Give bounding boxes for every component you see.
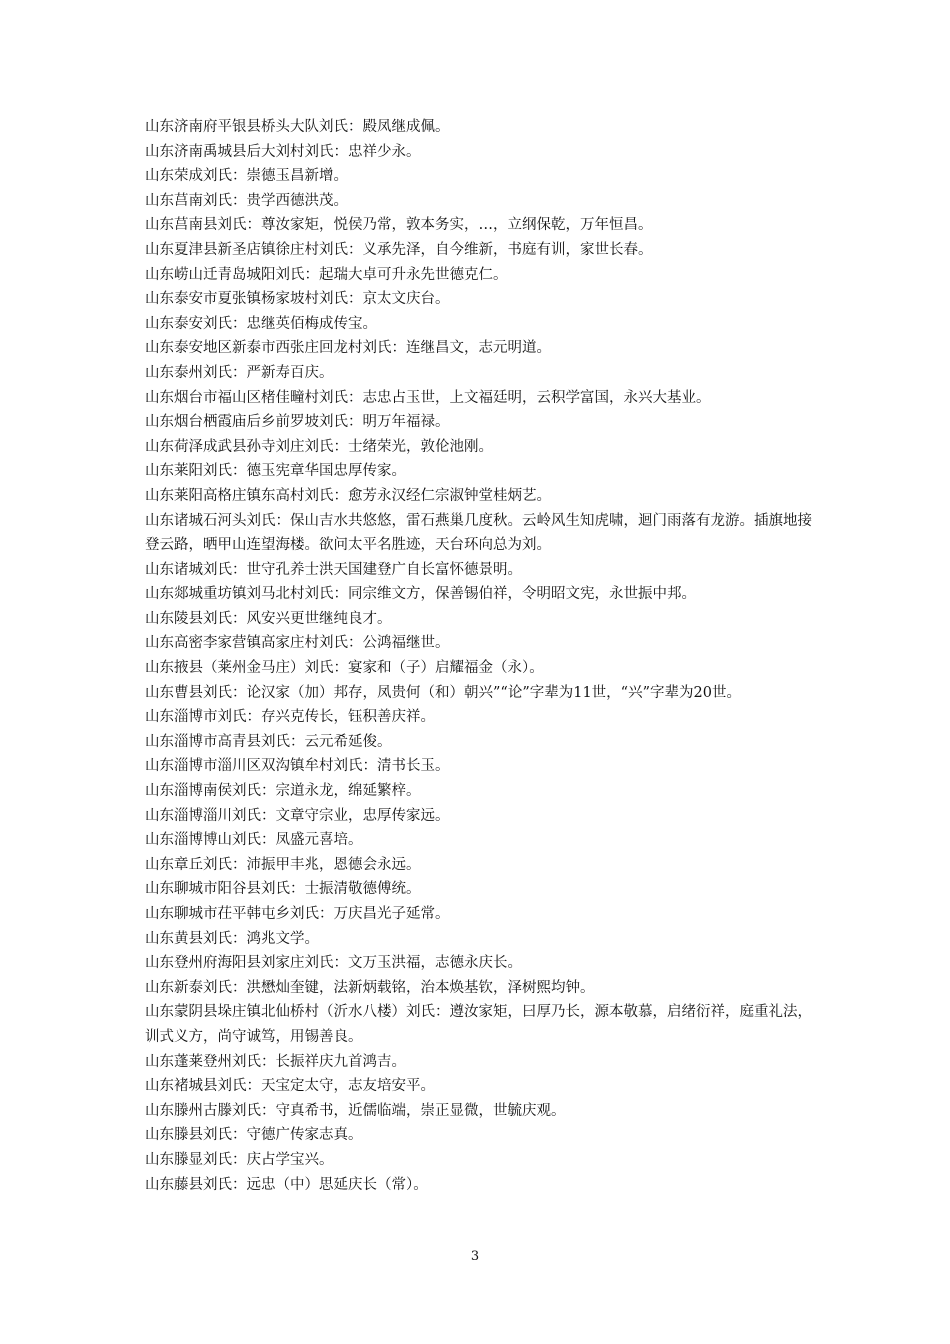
genealogy-entry: 山东荷泽成武县孙寺刘庄刘氏：士绪荣光，敦伦池刚。	[145, 438, 493, 455]
genealogy-entry: 山东淄博博山刘氏：凤盛元喜培。	[145, 832, 363, 849]
genealogy-entry: 山东褚城县刘氏：天宝定太守，志友培安平。	[145, 1078, 435, 1095]
genealogy-entry: 山东莱阳刘氏：德玉宪章华国忠厚传家。	[145, 463, 406, 480]
genealogy-entry: 山东掖县（莱州金马庄）刘氏：宴家和（子）启耀福金（永）。	[145, 660, 544, 677]
genealogy-entry: 山东泰州刘氏：严新寿百庆。	[145, 364, 334, 381]
genealogy-entry: 山东淄博市刘氏：存兴克传长，钰积善庆祥。	[145, 709, 435, 726]
genealogy-entry: 山东夏津县新圣店镇徐庄村刘氏：义承先泽，自今维新，书庭有训，家世长春。	[145, 241, 653, 258]
genealogy-entry: 山东淄博南侯刘氏：宗道永龙，绵延繁梓。	[145, 783, 421, 800]
genealogy-entry: 山东聊城市阳谷县刘氏：士振清敬德傅统。	[145, 881, 421, 898]
genealogy-entry: 山东烟台市福山区楮佳疃村刘氏：志忠占玉世，上文福廷明，云积学富国，永兴大基业。	[145, 389, 711, 406]
genealogy-entry: 山东陵县刘氏：风安兴更世继纯良才。	[145, 610, 392, 627]
genealogy-entry: 山东荣成刘氏：崇德玉昌新增。	[145, 168, 348, 185]
genealogy-entry: 山东章丘刘氏：沛振甲丰兆，恩德会永远。	[145, 856, 421, 873]
genealogy-entry: 山东蓬莱登州刘氏：长振祥庆九首鸿吉。	[145, 1053, 406, 1070]
genealogy-entry: 山东淄博市淄川区双沟镇牟村刘氏：清书长玉。	[145, 758, 450, 775]
genealogy-entry: 山东蒙阴县垛庄镇北仙桥村（沂水八楼）刘氏：遵汝家矩，曰厚乃长，源本敬慕，启绪衍祥，庭重礼法，训式义方，尚守诚笃，用锡善良。	[145, 1004, 812, 1045]
genealogy-entry: 山东登州府海阳县刘家庄刘氏：文万玉洪福，志德永庆长。	[145, 955, 522, 972]
genealogy-entry: 山东诸城刘氏：世守孔养士洪天国建登广自长富怀德景明。	[145, 561, 522, 578]
genealogy-entry: 山东滕显刘氏：庆占学宝兴。	[145, 1151, 334, 1168]
genealogy-entry: 山东黄县刘氏：鸿兆文学。	[145, 930, 319, 947]
genealogy-entry: 山东聊城市茌平韩屯乡刘氏：万庆昌光子延常。	[145, 906, 450, 922]
genealogy-entry: 山东烟台栖霞庙后乡前罗坡刘氏：明万年福禄。	[145, 414, 450, 431]
genealogy-entry: 山东莒南县刘氏：尊汝家矩，悦侯乃常，敦本务实，…，立纲保乾，万年恒昌。	[145, 217, 653, 234]
genealogy-list	[145, 115, 817, 1197]
genealogy-entry: 山东郯城重坊镇刘马北村刘氏：同宗维文方，保善锡伯祥，令明昭文宪，永世振中邦。	[145, 586, 696, 603]
genealogy-entry: 山东莱阳高格庄镇东高村刘氏：愈芳永汉经仁宗淑钟堂桂炳艺。	[145, 487, 551, 504]
genealogy-entry: 山东泰安地区新泰市西张庄回龙村刘氏：连继昌文，志元明道。	[145, 340, 551, 357]
genealogy-entry: 山东崂山迁青岛城阳刘氏：起瑞大卓可升永先世德克仁。	[145, 266, 508, 283]
genealogy-entry: 山东济南禹城县后大刘村刘氏：忠祥少永。	[145, 143, 421, 160]
genealogy-entry: 山东滕州古滕刘氏：守真希书，近儒临端，崇正显微，世毓庆观。	[145, 1102, 566, 1119]
genealogy-entry: 山东莒南刘氏：贵学西德洪茂。	[145, 192, 348, 209]
genealogy-entry: 山东新泰刘氏：洪懋灿奎键，法新炳载铭，治本焕基钦，泽树熙均钟。	[145, 979, 595, 996]
genealogy-entry: 山东淄博市高青县刘氏：云元希延俊。	[145, 733, 392, 750]
genealogy-entry: 山东诸城石河头刘氏：保山吉水共悠悠，雷石燕巢几度秋。云岭风生知虎啸，迴门雨落有龙游。插旗地接登云路，晒甲山连望海楼。欲问太平名胜迹，天台环向总为刘。	[145, 512, 812, 554]
genealogy-entry: 山东泰安刘氏：忠继英佰梅成传宝。	[145, 315, 377, 332]
genealogy-entry: 山东泰安市夏张镇杨家坡村刘氏：京太文庆台。	[145, 291, 450, 308]
genealogy-entry: 山东高密李家营镇高家庄村刘氏：公鸿福继世。	[145, 635, 450, 652]
genealogy-entry: 山东济南府平银县桥头大队刘氏：殿凤继成佩。	[145, 119, 450, 135]
genealogy-entry: 山东藤县刘氏：远忠（中）思延庆长（常）。	[145, 1176, 428, 1193]
genealogy-entry: 山东曹县刘氏：论汉家（加）邦存，凤贵何（和）朝兴”“论”字辈为11世，“兴”字辈为20世。	[145, 684, 741, 701]
genealogy-entry: 山东淄博淄川刘氏：文章守宗业，忠厚传家远。	[145, 807, 450, 824]
page-number: 3	[470, 1249, 480, 1264]
genealogy-entry: 山东滕县刘氏：守德广传家志真。	[145, 1127, 363, 1144]
